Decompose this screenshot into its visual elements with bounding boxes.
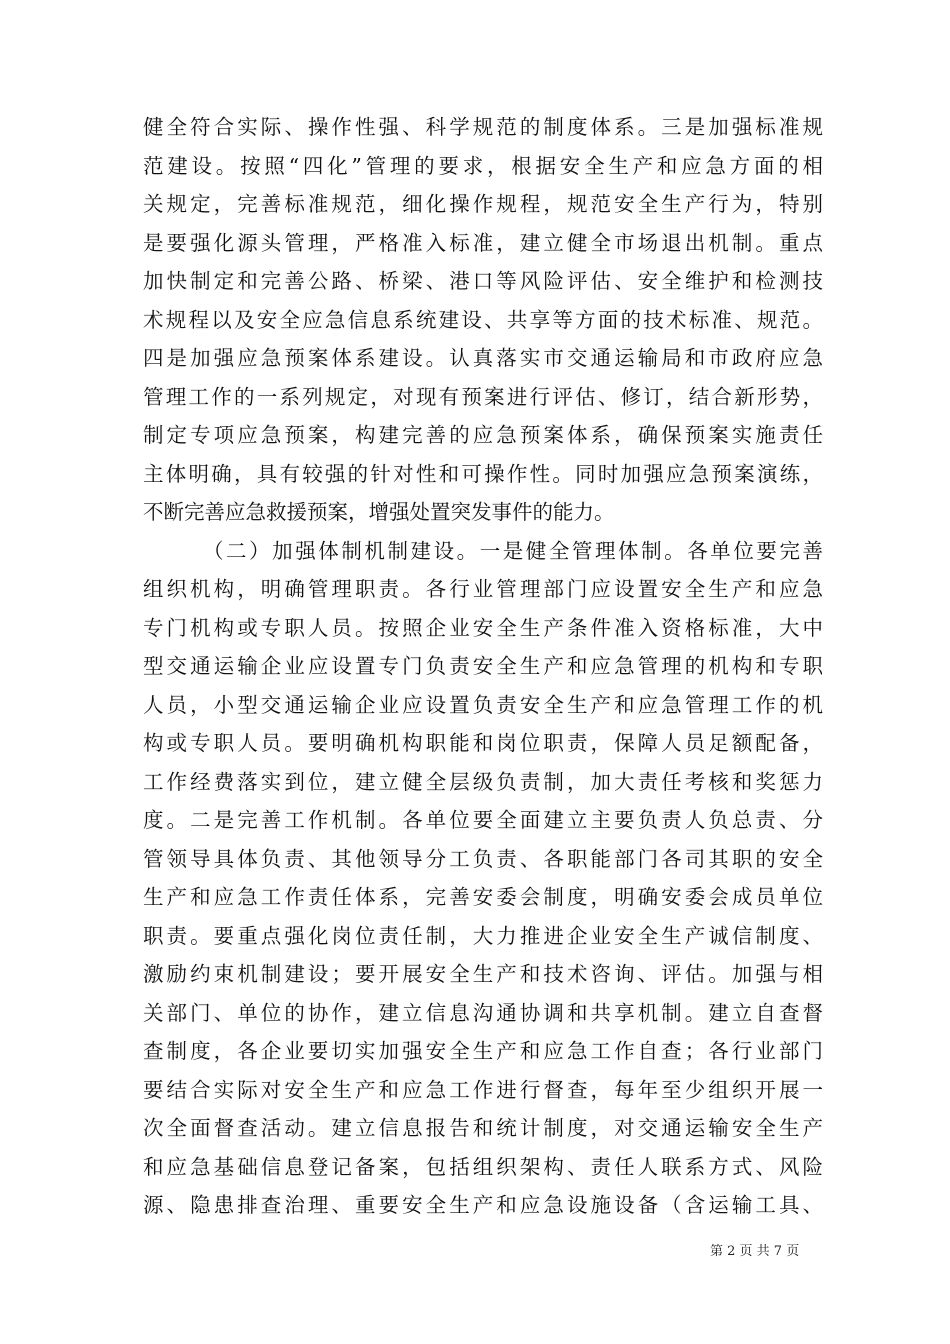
text-line: 生产和应急工作责任体系，完善安委会制度，明确安委会成员单位 xyxy=(143,885,823,909)
text-line: 要结合实际对安全生产和应急工作进行督查，每年至少组织开展一 xyxy=(143,1077,823,1102)
page-number-footer: 第 2 页 共 7 页 xyxy=(710,1244,800,1259)
text-line: 工作经费落实到位，建立健全层级负责制，加大责任考核和奖惩力 xyxy=(143,769,823,794)
text-line: 四是加强应急预案体系建设。认真落实市交通运输局和市政府应急 xyxy=(143,346,823,370)
text-line: 激励约束机制建设；要开展安全生产和技术咨询、评估。加强与相 xyxy=(143,962,823,986)
text-line: 加快制定和完善公路、桥梁、港口等风险评估、安全维护和检测技 xyxy=(143,269,823,293)
text-line: 范建设。按照“四化”管理的要求，根据安全生产和应急方面的相 xyxy=(143,153,823,178)
text-line: 主体明确，具有较强的针对性和可操作性。同时加强应急预案演练， xyxy=(143,461,823,486)
text-line: 人员，小型交通运输企业应设置负责安全生产和应急管理工作的机 xyxy=(143,692,823,717)
text-line: 关规定，完善标准规范，细化操作规程，规范安全生产行为，特别 xyxy=(143,192,823,216)
text-line: 次全面督查活动。建立信息报告和统计制度，对交通运输安全生产 xyxy=(143,1116,823,1140)
text-line: 制定专项应急预案，构建完善的应急预案体系，确保预案实施责任 xyxy=(143,423,823,447)
text-line: 关部门、单位的协作，建立信息沟通协调和共享机制。建立自查督 xyxy=(143,1000,823,1025)
text-line: 构或专职人员。要明确机构职能和岗位职责，保障人员足额配备， xyxy=(143,731,823,755)
text-line: 术规程以及安全应急信息系统建设、共享等方面的技术标准、规范。 xyxy=(143,307,823,332)
text-line: 度。二是完善工作机制。各单位要全面建立主要负责人负总责、分 xyxy=(143,808,823,832)
text-line: 型交通运输企业应设置专门负责安全生产和应急管理的机构和专职 xyxy=(143,654,823,678)
text-line: 源、隐患排查治理、重要安全生产和应急设施设备（含运输工具、 xyxy=(143,1193,823,1217)
text-line: 是要强化源头管理，严格准入标准，建立健全市场退出机制。重点 xyxy=(143,230,823,255)
text-line: 专门机构或专职人员。按照企业安全生产条件准入资格标准，大中 xyxy=(143,615,823,640)
text-line: 健全符合实际、操作性强、科学规范的制度体系。三是加强标准规 xyxy=(143,115,823,139)
text-line: 查制度，各企业要切实加强安全生产和应急工作自查；各行业部门 xyxy=(143,1039,823,1063)
paragraph-end-line: 不断完善应急救援预案，增强处置突发事件的能力。 xyxy=(143,500,615,524)
text-line: 管理工作的一系列规定，对现有预案进行评估、修订，结合新形势， xyxy=(143,384,823,409)
body-text xyxy=(143,108,823,1225)
text-line: 和应急基础信息登记备案，包括组织架构、责任人联系方式、风险 xyxy=(143,1154,823,1179)
text-line: 职责。要重点强化岗位责任制，大力推进企业安全生产诚信制度、 xyxy=(143,923,823,948)
section-heading-line: （二）加强体制机制建设。一是健全管理体制。各单位要完善 xyxy=(203,538,823,563)
text-line: 组织机构，明确管理职责。各行业管理部门应设置安全生产和应急 xyxy=(143,577,823,601)
text-line: 管领导具体负责、其他领导分工负责、各职能部门各司其职的安全 xyxy=(143,846,823,871)
